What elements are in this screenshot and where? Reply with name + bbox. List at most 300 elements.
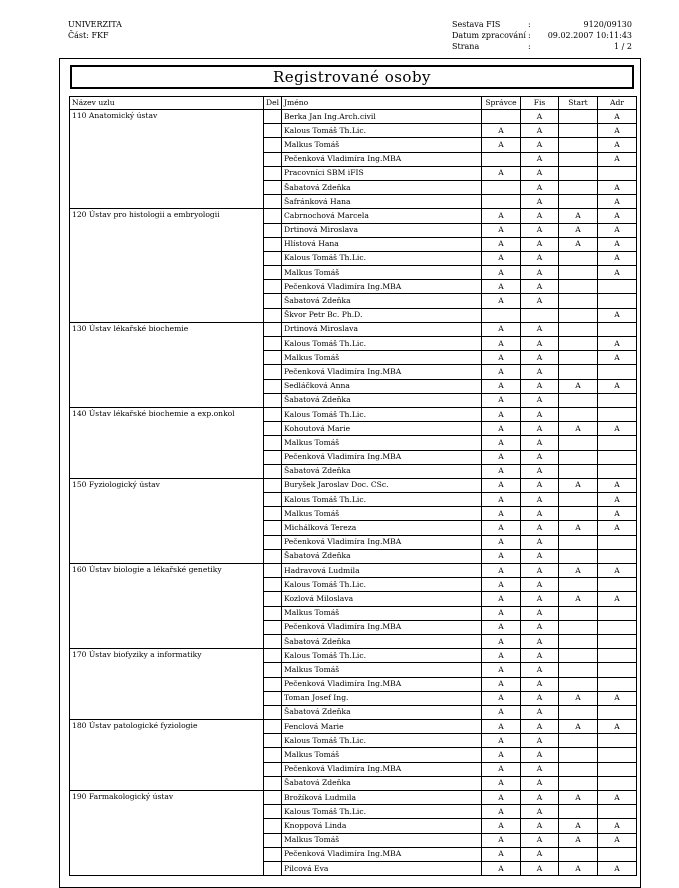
header-separator: :: [528, 20, 531, 29]
person-name-cell: Kalous Tomáš Th.Lic.: [282, 337, 482, 351]
person-name-cell: Pečenková Vladimíra Ing.MBA: [282, 152, 482, 166]
spravce-cell: [482, 195, 521, 209]
del-cell: [264, 634, 282, 648]
spravce-cell: A: [482, 663, 521, 677]
fis-cell: A: [521, 152, 559, 166]
fis-cell: A: [521, 833, 559, 847]
del-cell: [264, 861, 282, 875]
spravce-cell: [482, 110, 521, 124]
spravce-cell: A: [482, 138, 521, 152]
start-cell: [559, 762, 598, 776]
start-cell: [559, 649, 598, 663]
del-cell: [264, 251, 282, 265]
adr-cell: [598, 365, 637, 379]
fis-cell: A: [521, 791, 559, 805]
table-row: [70, 720, 637, 734]
start-cell: A: [559, 720, 598, 734]
start-cell: [559, 705, 598, 719]
person-name-cell: Pečenková Vladimíra Ing.MBA: [282, 762, 482, 776]
person-name-cell: Berka Jan Ing.Arch.civil: [282, 110, 482, 124]
del-cell: [264, 138, 282, 152]
spravce-cell: A: [482, 124, 521, 138]
person-name-cell: Kalous Tomáš Th.Lic.: [282, 493, 482, 507]
del-cell: [264, 223, 282, 237]
report-header-left: [68, 19, 122, 41]
start-cell: A: [559, 819, 598, 833]
start-cell: [559, 110, 598, 124]
unit-name-cell: 180 Ústav patologické fyziologie: [70, 720, 264, 791]
adr-cell: A: [598, 521, 637, 535]
adr-cell: A: [598, 861, 637, 875]
unit-name-cell: 150 Fyziologický ústav: [70, 478, 264, 563]
del-cell: [264, 705, 282, 719]
adr-cell: [598, 280, 637, 294]
spravce-cell: A: [482, 422, 521, 436]
unit-name-cell: 140 Ústav lékařské biochemie a exp.onkol: [70, 407, 264, 478]
start-cell: [559, 365, 598, 379]
spravce-cell: A: [482, 691, 521, 705]
fis-cell: A: [521, 351, 559, 365]
fis-cell: A: [521, 549, 559, 563]
header-value: 1 / 2: [614, 42, 632, 51]
del-cell: [264, 266, 282, 280]
spravce-cell: A: [482, 805, 521, 819]
spravce-cell: [482, 308, 521, 322]
person-name-cell: Kozlová Miloslava: [282, 592, 482, 606]
start-cell: [559, 195, 598, 209]
header-label: Datum zpracování: [452, 31, 526, 40]
start-cell: [559, 464, 598, 478]
adr-cell: [598, 762, 637, 776]
spravce-cell: A: [482, 450, 521, 464]
del-cell: [264, 152, 282, 166]
fis-cell: A: [521, 237, 559, 251]
del-cell: [264, 791, 282, 805]
fis-cell: A: [521, 535, 559, 549]
spravce-cell: A: [482, 847, 521, 861]
spravce-cell: A: [482, 578, 521, 592]
spravce-cell: A: [482, 166, 521, 180]
start-cell: A: [559, 422, 598, 436]
del-cell: [264, 478, 282, 492]
start-cell: [559, 620, 598, 634]
fis-cell: A: [521, 762, 559, 776]
del-cell: [264, 620, 282, 634]
spravce-cell: A: [482, 521, 521, 535]
spravce-cell: A: [482, 776, 521, 790]
adr-cell: [598, 734, 637, 748]
adr-cell: A: [598, 138, 637, 152]
spravce-cell: A: [482, 407, 521, 421]
adr-cell: A: [598, 180, 637, 194]
start-cell: [559, 280, 598, 294]
start-cell: A: [559, 521, 598, 535]
spravce-cell: A: [482, 478, 521, 492]
fis-cell: A: [521, 677, 559, 691]
person-name-cell: Šabatová Zdeňka: [282, 549, 482, 563]
del-cell: [264, 748, 282, 762]
fis-cell: A: [521, 847, 559, 861]
fis-cell: A: [521, 209, 559, 223]
del-cell: [264, 393, 282, 407]
del-cell: [264, 833, 282, 847]
spravce-cell: A: [482, 365, 521, 379]
fis-cell: A: [521, 436, 559, 450]
del-cell: [264, 564, 282, 578]
person-name-cell: Kohoutová Marie: [282, 422, 482, 436]
adr-cell: [598, 776, 637, 790]
del-cell: [264, 521, 282, 535]
spravce-cell: A: [482, 393, 521, 407]
spravce-cell: A: [482, 762, 521, 776]
person-name-cell: Malkus Tomáš: [282, 266, 482, 280]
start-cell: [559, 436, 598, 450]
start-cell: [559, 606, 598, 620]
spravce-cell: A: [482, 720, 521, 734]
header-value: 09.02.2007 10:11:43: [547, 31, 632, 40]
spravce-cell: A: [482, 351, 521, 365]
del-cell: [264, 322, 282, 336]
unit-name-cell: 130 Ústav lékařské biochemie: [70, 322, 264, 407]
del-cell: [264, 124, 282, 138]
adr-cell: [598, 450, 637, 464]
start-cell: [559, 734, 598, 748]
del-cell: [264, 819, 282, 833]
start-cell: A: [559, 791, 598, 805]
spravce-cell: A: [482, 791, 521, 805]
spravce-cell: A: [482, 819, 521, 833]
header-label: Strana: [452, 42, 480, 51]
del-cell: [264, 209, 282, 223]
adr-cell: A: [598, 564, 637, 578]
spravce-cell: A: [482, 337, 521, 351]
person-name-cell: Pečenková Vladimíra Ing.MBA: [282, 677, 482, 691]
start-cell: A: [559, 691, 598, 705]
adr-cell: A: [598, 110, 637, 124]
start-cell: A: [559, 209, 598, 223]
start-cell: A: [559, 223, 598, 237]
adr-cell: A: [598, 237, 637, 251]
adr-cell: [598, 578, 637, 592]
spravce-cell: A: [482, 833, 521, 847]
fis-cell: A: [521, 322, 559, 336]
del-cell: [264, 450, 282, 464]
column-header-start: Start: [559, 97, 598, 110]
adr-cell: [598, 322, 637, 336]
person-name-cell: Pečenková Vladimíra Ing.MBA: [282, 620, 482, 634]
spravce-cell: [482, 180, 521, 194]
header-row-page: [452, 41, 632, 52]
start-cell: [559, 407, 598, 421]
fis-cell: A: [521, 195, 559, 209]
del-cell: [264, 805, 282, 819]
adr-cell: [598, 805, 637, 819]
adr-cell: A: [598, 351, 637, 365]
adr-cell: A: [598, 791, 637, 805]
fis-cell: A: [521, 705, 559, 719]
report-title: Registrované osoby: [70, 65, 634, 89]
spravce-cell: A: [482, 493, 521, 507]
start-cell: [559, 663, 598, 677]
fis-cell: A: [521, 634, 559, 648]
start-cell: [559, 578, 598, 592]
del-cell: [264, 422, 282, 436]
table-body: [70, 110, 637, 876]
spravce-cell: A: [482, 294, 521, 308]
spravce-cell: A: [482, 634, 521, 648]
table-row: [70, 791, 637, 805]
spravce-cell: A: [482, 209, 521, 223]
start-cell: [559, 124, 598, 138]
fis-cell: A: [521, 365, 559, 379]
start-cell: A: [559, 592, 598, 606]
person-name-cell: Malkus Tomáš: [282, 833, 482, 847]
spravce-cell: A: [482, 592, 521, 606]
fis-cell: A: [521, 450, 559, 464]
del-cell: [264, 493, 282, 507]
adr-cell: [598, 663, 637, 677]
start-cell: [559, 507, 598, 521]
adr-cell: A: [598, 337, 637, 351]
spravce-cell: A: [482, 223, 521, 237]
start-cell: [559, 535, 598, 549]
start-cell: [559, 634, 598, 648]
person-name-cell: Malkus Tomáš: [282, 663, 482, 677]
start-cell: [559, 180, 598, 194]
del-cell: [264, 436, 282, 450]
person-name-cell: Michálková Tereza: [282, 521, 482, 535]
start-cell: A: [559, 833, 598, 847]
del-cell: [264, 464, 282, 478]
person-name-cell: Šabatová Zdeňka: [282, 634, 482, 648]
unit-name-cell: 190 Farmakologický ústav: [70, 791, 264, 876]
del-cell: [264, 734, 282, 748]
start-cell: [559, 748, 598, 762]
adr-cell: [598, 677, 637, 691]
fis-cell: A: [521, 564, 559, 578]
fis-cell: A: [521, 691, 559, 705]
person-name-cell: Hadravová Ludmila: [282, 564, 482, 578]
person-name-cell: Šabatová Zdeňka: [282, 464, 482, 478]
adr-cell: A: [598, 251, 637, 265]
adr-cell: A: [598, 209, 637, 223]
column-header-spravce: Správce: [482, 97, 521, 110]
column-header-unit: Název uzlu: [70, 97, 264, 110]
header-value: 9120/09130: [583, 20, 632, 29]
adr-cell: A: [598, 308, 637, 322]
person-name-cell: Drtinová Miroslava: [282, 223, 482, 237]
person-name-cell: Kalous Tomáš Th.Lic.: [282, 251, 482, 265]
table-row: [70, 478, 637, 492]
start-cell: [559, 337, 598, 351]
adr-cell: [598, 535, 637, 549]
del-cell: [264, 407, 282, 421]
del-cell: [264, 180, 282, 194]
del-cell: [264, 294, 282, 308]
fis-cell: [521, 308, 559, 322]
adr-cell: A: [598, 720, 637, 734]
adr-cell: [598, 407, 637, 421]
unit-name-cell: 120 Ústav pro histologii a embryologii: [70, 209, 264, 323]
start-cell: [559, 152, 598, 166]
start-cell: A: [559, 379, 598, 393]
table-header-row: [70, 97, 637, 110]
spravce-cell: A: [482, 734, 521, 748]
person-name-cell: Malkus Tomáš: [282, 748, 482, 762]
person-name-cell: Knoppová Linda: [282, 819, 482, 833]
del-cell: [264, 578, 282, 592]
del-cell: [264, 337, 282, 351]
person-name-cell: Šabatová Zdeňka: [282, 776, 482, 790]
header-separator: :: [528, 42, 531, 51]
person-name-cell: Sedláčková Anna: [282, 379, 482, 393]
del-cell: [264, 677, 282, 691]
fis-cell: A: [521, 507, 559, 521]
fis-cell: A: [521, 663, 559, 677]
header-row-report-id: [452, 19, 632, 30]
table-row: [70, 564, 637, 578]
start-cell: [559, 322, 598, 336]
person-name-cell: Hlístová Hana: [282, 237, 482, 251]
del-cell: [264, 847, 282, 861]
spravce-cell: A: [482, 280, 521, 294]
person-name-cell: Pilcová Eva: [282, 861, 482, 875]
spravce-cell: A: [482, 237, 521, 251]
adr-cell: A: [598, 152, 637, 166]
del-cell: [264, 308, 282, 322]
del-cell: [264, 166, 282, 180]
adr-cell: [598, 634, 637, 648]
organization-name: UNIVERZITA: [68, 20, 122, 29]
person-name-cell: Fenclová Marie: [282, 720, 482, 734]
fis-cell: A: [521, 294, 559, 308]
fis-cell: A: [521, 251, 559, 265]
spravce-cell: A: [482, 705, 521, 719]
column-header-fis: Fis: [521, 97, 559, 110]
spravce-cell: A: [482, 379, 521, 393]
person-name-cell: Kalous Tomáš Th.Lic.: [282, 805, 482, 819]
del-cell: [264, 592, 282, 606]
table-row: [70, 649, 637, 663]
unit-name-cell: 160 Ústav biologie a lékařské genetiky: [70, 564, 264, 649]
adr-cell: A: [598, 819, 637, 833]
person-name-cell: Šabatová Zdeňka: [282, 180, 482, 194]
start-cell: A: [559, 861, 598, 875]
fis-cell: A: [521, 180, 559, 194]
start-cell: [559, 294, 598, 308]
spravce-cell: A: [482, 436, 521, 450]
adr-cell: A: [598, 223, 637, 237]
fis-cell: A: [521, 578, 559, 592]
fis-cell: A: [521, 422, 559, 436]
adr-cell: A: [598, 478, 637, 492]
fis-cell: A: [521, 606, 559, 620]
adr-cell: [598, 393, 637, 407]
table-row: [70, 407, 637, 421]
spravce-cell: A: [482, 507, 521, 521]
spravce-cell: A: [482, 322, 521, 336]
header-label: Sestava FIS: [452, 20, 501, 29]
spravce-cell: A: [482, 251, 521, 265]
fis-cell: A: [521, 720, 559, 734]
start-cell: [559, 138, 598, 152]
fis-cell: A: [521, 478, 559, 492]
adr-cell: A: [598, 507, 637, 521]
spravce-cell: A: [482, 677, 521, 691]
spravce-cell: A: [482, 620, 521, 634]
fis-cell: A: [521, 138, 559, 152]
person-name-cell: Škvor Petr Bc. Ph.D.: [282, 308, 482, 322]
spravce-cell: A: [482, 549, 521, 563]
del-cell: [264, 762, 282, 776]
unit-name-cell: 110 Anatomický ústav: [70, 110, 264, 209]
fis-cell: A: [521, 620, 559, 634]
fis-cell: A: [521, 748, 559, 762]
column-header-adr: Adr: [598, 97, 637, 110]
del-cell: [264, 507, 282, 521]
table-row: [70, 110, 637, 124]
fis-cell: A: [521, 493, 559, 507]
fis-cell: A: [521, 521, 559, 535]
adr-cell: [598, 606, 637, 620]
del-cell: [264, 649, 282, 663]
fis-cell: A: [521, 592, 559, 606]
del-cell: [264, 606, 282, 620]
person-name-cell: Šafránková Hana: [282, 195, 482, 209]
del-cell: [264, 535, 282, 549]
del-cell: [264, 280, 282, 294]
start-cell: A: [559, 237, 598, 251]
adr-cell: [598, 294, 637, 308]
spravce-cell: A: [482, 606, 521, 620]
start-cell: [559, 677, 598, 691]
del-cell: [264, 365, 282, 379]
start-cell: A: [559, 564, 598, 578]
start-cell: A: [559, 478, 598, 492]
start-cell: [559, 393, 598, 407]
person-name-cell: Toman Josef Ing.: [282, 691, 482, 705]
adr-cell: [598, 620, 637, 634]
del-cell: [264, 351, 282, 365]
start-cell: [559, 351, 598, 365]
person-name-cell: Kalous Tomáš Th.Lic.: [282, 649, 482, 663]
spravce-cell: [482, 152, 521, 166]
adr-cell: A: [598, 195, 637, 209]
column-header-name: Jméno: [282, 97, 482, 110]
adr-cell: A: [598, 124, 637, 138]
person-name-cell: Malkus Tomáš: [282, 507, 482, 521]
adr-cell: A: [598, 592, 637, 606]
fis-cell: A: [521, 266, 559, 280]
person-name-cell: Pečenková Vladimíra Ing.MBA: [282, 450, 482, 464]
adr-cell: [598, 166, 637, 180]
adr-cell: [598, 748, 637, 762]
spravce-cell: A: [482, 748, 521, 762]
person-name-cell: Drtinová Miroslava: [282, 322, 482, 336]
person-name-cell: Šabatová Zdeňka: [282, 294, 482, 308]
start-cell: [559, 549, 598, 563]
person-name-cell: Pracovníci SBM iFIS: [282, 166, 482, 180]
spravce-cell: A: [482, 564, 521, 578]
del-cell: [264, 195, 282, 209]
fis-cell: A: [521, 776, 559, 790]
fis-cell: A: [521, 819, 559, 833]
person-name-cell: Kalous Tomáš Th.Lic.: [282, 124, 482, 138]
fis-cell: A: [521, 337, 559, 351]
report-header-right: [452, 19, 632, 52]
start-cell: [559, 805, 598, 819]
person-name-cell: Kalous Tomáš Th.Lic.: [282, 734, 482, 748]
